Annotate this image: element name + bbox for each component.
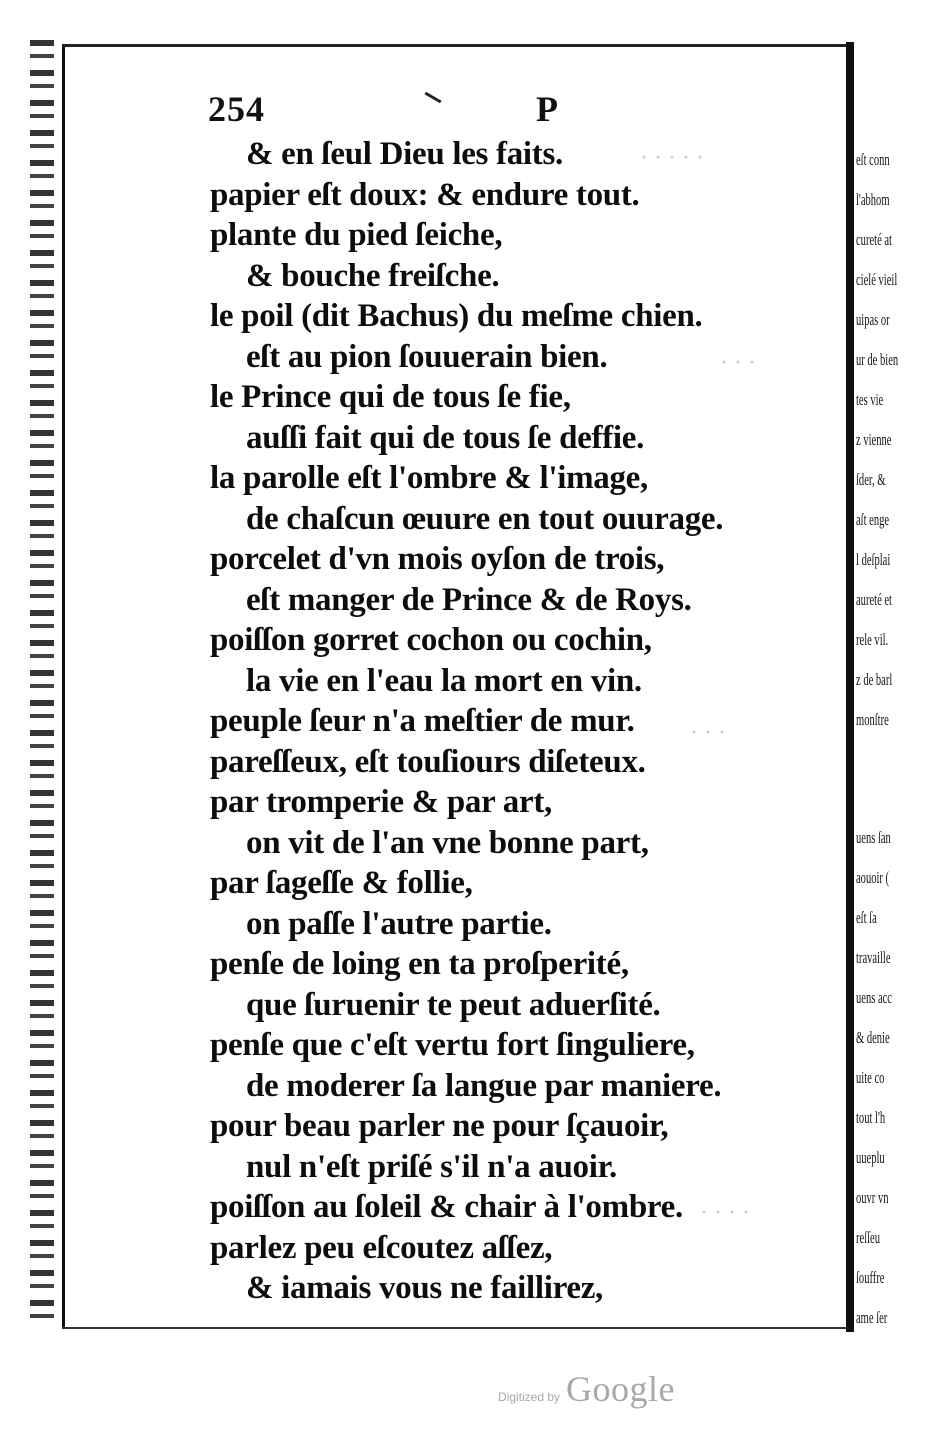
text-line: & bouche freiſche. xyxy=(246,257,500,294)
adjacent-page-line: uens ſan xyxy=(856,828,891,847)
signature-mark: P xyxy=(536,89,558,129)
text-line: le Prince qui de tous ſe fie, xyxy=(210,379,571,415)
page-border-left xyxy=(62,44,65,1329)
text-line: poiſſon gorret cochon ou cochin, xyxy=(210,622,652,658)
text-line: peuple ſeur n'a meſtier de mur. xyxy=(210,703,635,739)
page-border-bottom xyxy=(62,1327,852,1329)
adjacent-page-line: tes vie xyxy=(856,390,884,409)
text-line: penſe que c'eſt vertu fort ſinguliere, xyxy=(210,1027,695,1063)
text-line: porcelet d'vn mois oyſon de trois, xyxy=(210,541,665,577)
printer-mark xyxy=(424,92,441,104)
text-line: par tromperie & par art, xyxy=(210,784,552,820)
adjacent-page-line: l deſplai xyxy=(856,550,891,569)
digitized-prefix: Digitized by xyxy=(498,1390,561,1404)
text-line: la vie en l'eau la mort en vin. xyxy=(246,662,642,699)
proverb-text-block xyxy=(210,134,840,1309)
adjacent-page-line: cielé vieil xyxy=(856,270,898,289)
text-line: pour beau parler ne pour ſçauoir, xyxy=(210,1108,669,1144)
adjacent-page-line: uite co xyxy=(856,1068,885,1087)
text-line: & iamais vous ne faillirez, xyxy=(246,1270,604,1306)
adjacent-page-line: z de barl xyxy=(856,670,893,689)
bleed-through-mark: · · · xyxy=(690,720,726,746)
text-line: nul n'eſt priſé s'il n'a auoir. xyxy=(246,1148,617,1185)
text-line: papier eſt doux: & endure tout. xyxy=(210,176,640,213)
text-line: par ſageſſe & follie, xyxy=(210,865,473,901)
text-line: de chaſcun œuure en tout ouurage. xyxy=(246,500,724,537)
text-line: que ſuruenir te peut aduerſité. xyxy=(246,986,661,1023)
text-line: eſt au pion ſouuerain bien. xyxy=(246,338,608,375)
bleed-through-mark: · · · xyxy=(720,350,756,376)
text-line: penſe de loing en ta proſperité, xyxy=(210,946,629,982)
adjacent-page-line: aureté et xyxy=(856,590,892,609)
adjacent-page-line: ſouffre xyxy=(856,1268,885,1287)
text-line: parlez peu eſcoutez aſſez, xyxy=(210,1229,553,1266)
text-line: & en ſeul Dieu les faits. xyxy=(246,136,563,172)
adjacent-page-line: eſt conn xyxy=(856,150,890,169)
adjacent-page-line xyxy=(856,740,893,818)
text-line: le poil (dit Bachus) du meſme chien. xyxy=(210,298,703,334)
adjacent-page-line: aſt enge xyxy=(856,510,890,529)
digitized-watermark xyxy=(498,1368,675,1410)
page-gutter xyxy=(846,42,854,1332)
adjacent-page-line: & denie xyxy=(856,1028,890,1047)
text-line: on paſſe l'autre partie. xyxy=(246,905,552,942)
text-line: on vit de l'an vne bonne part, xyxy=(246,824,649,861)
bleed-through-mark: · · · · · xyxy=(640,145,704,171)
adjacent-page-line: z vienne xyxy=(856,430,892,449)
bleed-through-mark: · · · · xyxy=(700,1200,750,1226)
adjacent-page-line: cureté at xyxy=(856,230,892,249)
binding-edge xyxy=(30,40,54,1330)
adjacent-page-line: l'abhom xyxy=(856,190,890,209)
adjacent-page-line: travaille xyxy=(856,948,891,967)
page-number: 254 xyxy=(208,89,265,129)
adjacent-page-line: ame ſer xyxy=(856,1308,888,1327)
adjacent-page-line: monſtre xyxy=(856,710,889,729)
adjacent-page-line: eſt ſa xyxy=(856,908,877,927)
adjacent-page-line: tout l'h xyxy=(856,1108,886,1127)
text-line: de moderer ſa langue par maniere. xyxy=(246,1067,722,1104)
google-logo: Google xyxy=(566,1369,676,1409)
page-border-top xyxy=(62,44,847,47)
text-line: eſt manger de Prince & de Roys. xyxy=(246,581,692,618)
text-line: pareſſeux, eſt touſiours diſeteux. xyxy=(210,743,646,780)
text-line: plante du pied ſeiche, xyxy=(210,217,503,253)
adjacent-page-line: uipas or xyxy=(856,310,890,329)
adjacent-page-line: aouoir ( xyxy=(856,868,890,887)
adjacent-page-line: ur de bien xyxy=(856,350,899,369)
text-line: poiſſon au ſoleil & chair à l'ombre. xyxy=(210,1189,683,1225)
adjacent-page-fragment xyxy=(856,140,916,1340)
adjacent-page-line: uens acc xyxy=(856,988,892,1007)
adjacent-page-line: uueplu xyxy=(856,1148,885,1167)
adjacent-page-line: ouvr vn xyxy=(856,1188,889,1207)
adjacent-page-line: ſder, & xyxy=(856,470,886,489)
adjacent-page-line: rele vil. xyxy=(856,630,889,649)
text-line: auſſi fait qui de tous ſe deffie. xyxy=(246,419,645,456)
text-line: la parolle eſt l'ombre & l'image, xyxy=(210,460,648,496)
adjacent-page-line: reſſeu xyxy=(856,1228,880,1247)
